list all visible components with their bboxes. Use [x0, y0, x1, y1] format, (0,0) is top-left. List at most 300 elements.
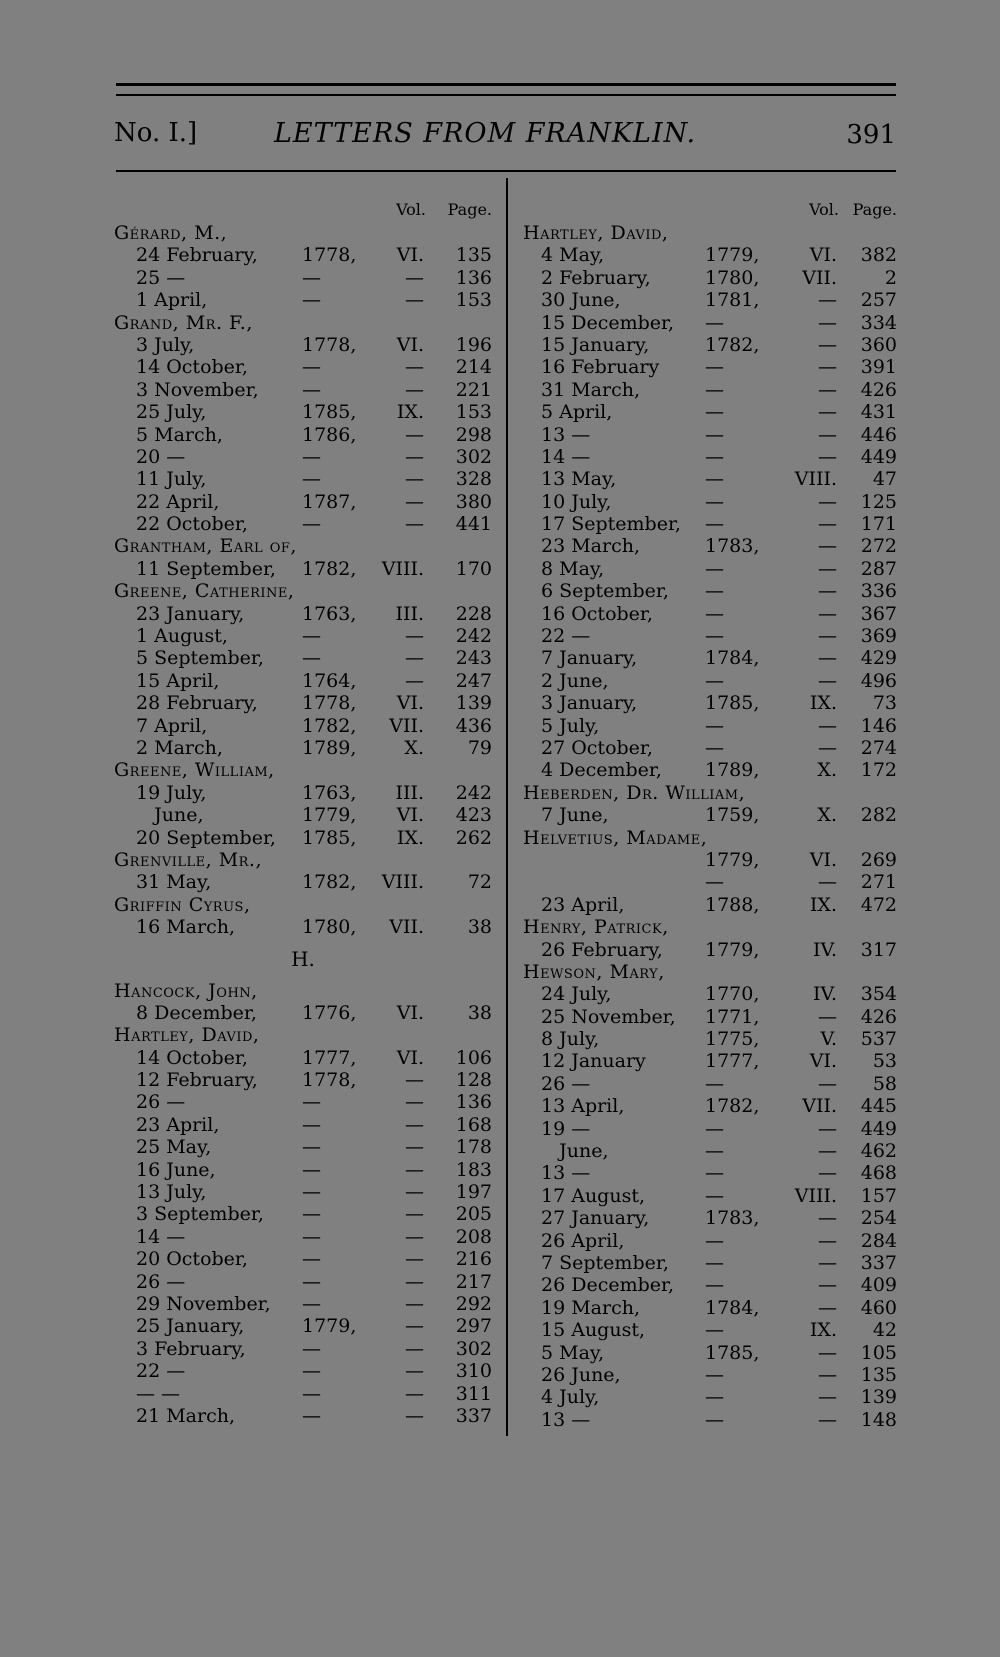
letter-entry: [114, 1091, 492, 1113]
page-reference: 183: [455, 1158, 492, 1181]
correspondent-name: Gérard, M.,: [114, 222, 228, 244]
letter-year: —: [705, 1274, 724, 1297]
letter-year: —: [705, 871, 724, 894]
letter-year: —: [705, 311, 724, 334]
letter-date: 5 April,: [541, 401, 613, 424]
letter-date: 23 April,: [541, 893, 625, 916]
page-reference: 292: [455, 1292, 492, 1315]
page-reference: 53: [872, 1050, 897, 1073]
letter-entry: [523, 1118, 897, 1140]
letter-year: —: [705, 580, 724, 603]
page-reference: 157: [860, 1184, 897, 1207]
letter-year: —: [705, 445, 724, 468]
section-heading: H.: [291, 946, 315, 971]
page-reference: 271: [860, 871, 897, 894]
letter-year: —: [705, 1229, 724, 1252]
letter-year: —: [705, 1140, 724, 1163]
letter-entry: [523, 312, 897, 334]
page-reference: 148: [860, 1408, 897, 1431]
letter-entry: [114, 804, 492, 826]
letter-date: 2 June,: [541, 669, 609, 692]
letter-entry: [114, 513, 492, 535]
page-reference: 391: [860, 356, 897, 379]
correspondent-heading: [523, 961, 897, 983]
correspondent-heading: [114, 580, 492, 602]
letter-year: —: [705, 356, 724, 379]
letter-date: 26 —: [136, 1091, 186, 1114]
letter-year: 1782,: [705, 1095, 760, 1118]
letter-entry: [114, 1069, 492, 1091]
volume-number: —: [818, 1162, 837, 1185]
letter-date: 30 June,: [541, 289, 621, 312]
volume-number: —: [405, 289, 424, 312]
letter-entry: [523, 871, 897, 893]
letter-entry: [523, 513, 897, 535]
letter-entry: [523, 939, 897, 961]
correspondent-heading: [523, 827, 897, 849]
page-reference: 58: [872, 1072, 897, 1095]
volume-number: —: [405, 647, 424, 670]
page-reference: 47: [872, 468, 897, 491]
letter-year: —: [302, 1337, 321, 1360]
letter-year: —: [302, 1113, 321, 1136]
volume-number: —: [818, 1072, 837, 1095]
page-reference: 136: [455, 266, 492, 289]
letter-year: 1784,: [705, 647, 760, 670]
letter-entry: [523, 1252, 897, 1274]
letter-year: —: [302, 468, 321, 491]
letter-year: 1775,: [705, 1028, 760, 1051]
letter-year: —: [705, 1251, 724, 1274]
page-reference: 221: [455, 378, 492, 401]
correspondent-name: Helvetius, Madame,: [523, 826, 708, 849]
letter-year: 1786,: [302, 423, 357, 446]
letter-entry: [523, 424, 897, 446]
letter-year: 1782,: [302, 871, 357, 894]
letter-entry: [523, 647, 897, 669]
letter-year: —: [302, 356, 321, 379]
letter-date: 17 August,: [541, 1184, 645, 1207]
correspondent-heading: [523, 782, 897, 804]
volume-number: —: [405, 1337, 424, 1360]
volume-number: —: [818, 625, 837, 648]
page-reference: 171: [860, 513, 897, 536]
page-reference: 287: [860, 557, 897, 580]
page-reference: 42: [872, 1319, 897, 1342]
page-reference: 135: [455, 244, 492, 267]
page-reference: 380: [455, 490, 492, 513]
letter-year: —: [705, 490, 724, 513]
letter-year: 1779,: [705, 938, 760, 961]
letter-year: —: [302, 513, 321, 536]
letter-date: 22 October,: [136, 513, 248, 536]
letter-date: 4 July,: [541, 1386, 600, 1409]
letter-date: 31 May,: [136, 871, 212, 894]
letter-entry: [114, 1203, 492, 1225]
letter-date: 24 February,: [136, 244, 258, 267]
letter-entry: [114, 1271, 492, 1293]
page-reference: 128: [455, 1069, 492, 1092]
letter-year: 1777,: [705, 1050, 760, 1073]
letter-year: —: [302, 1270, 321, 1293]
page-reference: 125: [860, 490, 897, 513]
volume-number: X.: [404, 736, 424, 759]
volume-number: —: [818, 1363, 837, 1386]
letter-date: 1 August,: [136, 625, 228, 648]
volume-number: —: [405, 1136, 424, 1159]
letter-entry: [114, 1047, 492, 1069]
page-reference: 254: [860, 1207, 897, 1230]
volume-number: —: [405, 1270, 424, 1293]
volume-number: —: [405, 625, 424, 648]
page-reference: 217: [455, 1270, 492, 1293]
letter-entry: [114, 334, 492, 356]
letter-year: 1781,: [705, 289, 760, 312]
letter-entry: [523, 1050, 897, 1072]
letter-date: 13 —: [541, 1408, 591, 1431]
letter-year: 1778,: [302, 1069, 357, 1092]
letter-entry: [523, 491, 897, 513]
page-reference: 208: [455, 1225, 492, 1248]
letter-date: 13 April,: [541, 1095, 625, 1118]
letter-date: 4 May,: [541, 244, 605, 267]
letter-year: 1779,: [705, 848, 760, 871]
letter-date: 13 July,: [136, 1181, 207, 1204]
volume-number: VIII.: [794, 468, 837, 491]
volume-number: —: [405, 1382, 424, 1405]
letter-entry: [114, 244, 492, 266]
letter-date: 3 July,: [136, 333, 195, 356]
letter-entry: [523, 1230, 897, 1252]
letter-year: 1782,: [302, 714, 357, 737]
letter-entry: [523, 603, 897, 625]
letter-date: 26 —: [541, 1072, 591, 1095]
letter-date: 15 April,: [136, 669, 220, 692]
letter-date: 2 March,: [136, 736, 223, 759]
letter-entry: [114, 289, 492, 311]
volume-number: IX.: [396, 826, 424, 849]
letter-year: 1789,: [705, 759, 760, 782]
letter-date: 15 December,: [541, 311, 675, 334]
page-reference: 272: [860, 535, 897, 558]
letter-date: 26 June,: [541, 1363, 621, 1386]
header-rule: [116, 170, 896, 172]
letter-year: 1778,: [302, 692, 357, 715]
letter-date: 21 March,: [136, 1404, 235, 1427]
correspondent-heading: [523, 222, 897, 244]
letter-year: 1785,: [302, 826, 357, 849]
page-reference: 284: [860, 1229, 897, 1252]
letter-entry: [523, 1319, 897, 1341]
volume-number: —: [818, 378, 837, 401]
page-reference: 228: [455, 602, 492, 625]
letter-entry: [523, 1409, 897, 1431]
page-reference: 2: [884, 266, 897, 289]
volume-number: —: [405, 1225, 424, 1248]
letter-entry: [523, 804, 897, 826]
page-reference: 168: [455, 1113, 492, 1136]
volume-number: —: [818, 1140, 837, 1163]
letter-entry: [523, 737, 897, 759]
letter-entry: [114, 1248, 492, 1270]
letter-year: 1779,: [705, 244, 760, 267]
letter-year: —: [302, 289, 321, 312]
volume-number: VI.: [809, 244, 837, 267]
volume-number: IX.: [396, 401, 424, 424]
correspondent-name: Grand, Mr. F.,: [114, 311, 253, 334]
correspondent-name: Greene, William,: [114, 759, 275, 782]
letter-entry: [523, 1162, 897, 1184]
letter-date: 25 November,: [541, 1005, 676, 1028]
letter-year: —: [302, 1292, 321, 1315]
letter-date: 11 September,: [136, 557, 276, 580]
page-reference: 139: [860, 1386, 897, 1409]
volume-number: VII.: [802, 1095, 837, 1118]
letter-date: 8 July,: [541, 1028, 600, 1051]
volume-number: VI.: [396, 804, 424, 827]
letter-year: 1784,: [705, 1296, 760, 1319]
volume-number: —: [405, 378, 424, 401]
volume-number: —: [818, 1207, 837, 1230]
page-reference: 298: [455, 423, 492, 446]
letter-year: 1783,: [705, 1207, 760, 1230]
page-reference: 274: [860, 736, 897, 759]
letter-date: 3 January,: [541, 692, 638, 715]
volume-number: —: [405, 266, 424, 289]
page-reference: 302: [455, 1337, 492, 1360]
letter-entry: [523, 446, 897, 468]
volume-number: —: [818, 1386, 837, 1409]
letter-entry: [114, 737, 492, 759]
letter-entry: [523, 983, 897, 1005]
letter-year: 1783,: [705, 535, 760, 558]
page-reference: 409: [860, 1274, 897, 1297]
column-header-right: [523, 196, 897, 222]
letter-date: 16 February: [541, 356, 660, 379]
page-reference: 170: [455, 557, 492, 580]
page-reference: 178: [455, 1136, 492, 1159]
letter-year: 1763,: [302, 781, 357, 804]
letter-date: 10 July,: [541, 490, 612, 513]
page-number: 391: [846, 120, 896, 150]
letter-year: 1785,: [705, 692, 760, 715]
letter-entry: [523, 580, 897, 602]
page-reference: 360: [860, 333, 897, 356]
letter-entry: [523, 334, 897, 356]
letter-entry: [523, 1364, 897, 1386]
letter-entry: [523, 401, 897, 423]
letter-year: —: [302, 1181, 321, 1204]
volume-number: —: [405, 445, 424, 468]
page-reference: 302: [455, 445, 492, 468]
letter-year: 1763,: [302, 602, 357, 625]
letter-year: —: [302, 1404, 321, 1427]
volume-number: VI.: [396, 692, 424, 715]
letter-date: 31 March,: [541, 378, 640, 401]
volume-number: —: [818, 535, 837, 558]
volume-number: IV.: [813, 983, 837, 1006]
page-header: Page.: [852, 200, 897, 219]
letter-date: June,: [136, 804, 204, 827]
correspondent-name: Greene, Catherine,: [114, 580, 295, 603]
volume-number: —: [405, 356, 424, 379]
letter-year: 1776,: [302, 1001, 357, 1024]
letter-date: 22 April,: [136, 490, 220, 513]
page-reference: 269: [860, 848, 897, 871]
volume-number: —: [818, 333, 837, 356]
letter-entry: [523, 1073, 897, 1095]
letter-year: 1778,: [302, 333, 357, 356]
letter-year: 1789,: [302, 736, 357, 759]
letter-year: —: [302, 1225, 321, 1248]
page-reference: 242: [455, 625, 492, 648]
letter-date: 14 —: [541, 445, 591, 468]
letter-date: June,: [541, 1140, 609, 1163]
letter-entry: [523, 267, 897, 289]
letter-year: —: [705, 1072, 724, 1095]
letter-entry: [114, 1226, 492, 1248]
letter-year: —: [302, 445, 321, 468]
letter-entry: [114, 1405, 492, 1427]
letter-year: 1782,: [302, 557, 357, 580]
letter-date: 17 September,: [541, 513, 681, 536]
letter-entry: [523, 1006, 897, 1028]
letter-date: 4 December,: [541, 759, 662, 782]
volume-number: IX.: [809, 1319, 837, 1342]
volume-number: —: [818, 513, 837, 536]
volume-number: —: [818, 714, 837, 737]
letter-date: 7 September,: [541, 1251, 669, 1274]
index-rows-right: [523, 222, 897, 1431]
correspondent-name: Hewson, Mary,: [523, 960, 665, 983]
letter-entry: [523, 1386, 897, 1408]
volume-number: —: [818, 871, 837, 894]
volume-number: VIII.: [381, 557, 424, 580]
volume-number: VI.: [809, 848, 837, 871]
letter-entry: [114, 603, 492, 625]
letter-date: 14 —: [136, 1225, 186, 1248]
volume-number: —: [818, 490, 837, 513]
volume-number: —: [818, 1274, 837, 1297]
letter-entry: [114, 647, 492, 669]
page-reference: 449: [860, 1117, 897, 1140]
letter-year: —: [705, 401, 724, 424]
correspondent-name: Heberden, Dr. William,: [523, 781, 746, 804]
volume-number: —: [405, 1181, 424, 1204]
volume-number: VI.: [396, 244, 424, 267]
volume-number: VII.: [389, 714, 424, 737]
letter-entry: [523, 1095, 897, 1117]
page-reference: 317: [860, 938, 897, 961]
correspondent-heading: [114, 222, 492, 244]
letter-date: 22 —: [541, 625, 591, 648]
letter-date: 16 June,: [136, 1158, 216, 1181]
volume-number: —: [405, 513, 424, 536]
letter-entry: [114, 356, 492, 378]
letter-date: 23 March,: [541, 535, 640, 558]
page-reference: 472: [860, 893, 897, 916]
volume-number: —: [818, 557, 837, 580]
letter-date: 27 January,: [541, 1207, 650, 1230]
running-header: [114, 118, 896, 158]
letter-year: —: [705, 1117, 724, 1140]
page-reference: 214: [455, 356, 492, 379]
letter-date: 27 October,: [541, 736, 653, 759]
letter-entry: [523, 1140, 897, 1162]
letter-entry: [114, 1360, 492, 1382]
index-rows-left: [114, 222, 492, 1427]
letter-year: —: [705, 736, 724, 759]
letter-date: 5 May,: [541, 1341, 605, 1364]
letter-year: —: [705, 1408, 724, 1431]
letter-entry: [114, 1002, 492, 1024]
letter-entry: [114, 1315, 492, 1337]
letter-entry: [114, 558, 492, 580]
letter-year: —: [302, 1360, 321, 1383]
letter-date: 3 February,: [136, 1337, 246, 1360]
letter-year: —: [705, 669, 724, 692]
letter-entry: [114, 401, 492, 423]
letter-year: —: [705, 1386, 724, 1409]
volume-number: —: [818, 1251, 837, 1274]
letter-year: 1779,: [302, 804, 357, 827]
volume-number: V.: [820, 1028, 837, 1051]
page-reference: 337: [860, 1251, 897, 1274]
letter-date: 13 May,: [541, 468, 617, 491]
letter-year: 1782,: [705, 333, 760, 356]
volume-number: —: [818, 1117, 837, 1140]
letter-date: 23 January,: [136, 602, 245, 625]
page-reference: 105: [860, 1341, 897, 1364]
letter-year: 1785,: [705, 1341, 760, 1364]
page-reference: 423: [455, 804, 492, 827]
letter-date: 19 March,: [541, 1296, 640, 1319]
letter-entry: [523, 715, 897, 737]
letter-year: 1780,: [302, 916, 357, 939]
volume-number: —: [405, 1404, 424, 1427]
letter-year: 1788,: [705, 893, 760, 916]
page-reference: 172: [860, 759, 897, 782]
section-letter: [114, 939, 492, 980]
letter-date: 1 April,: [136, 289, 208, 312]
volume-number: —: [818, 289, 837, 312]
letter-entry: [114, 1383, 492, 1405]
correspondent-heading: [114, 980, 492, 1002]
letter-date: 3 September,: [136, 1203, 264, 1226]
letter-entry: [114, 267, 492, 289]
letter-date: 3 November,: [136, 378, 259, 401]
letter-year: 1787,: [302, 490, 357, 513]
correspondent-heading: [114, 1024, 492, 1046]
page-reference: 337: [455, 1404, 492, 1427]
letter-date: 8 December,: [136, 1001, 257, 1024]
page-reference: 311: [455, 1382, 492, 1405]
letter-entry: [523, 625, 897, 647]
letter-year: 1777,: [302, 1046, 357, 1069]
letter-year: —: [705, 714, 724, 737]
letter-entry: [523, 535, 897, 557]
volume-number: III.: [395, 781, 424, 804]
page-reference: 468: [860, 1162, 897, 1185]
page-reference: 282: [860, 804, 897, 827]
letter-date: 25 —: [136, 266, 186, 289]
volume-number: —: [818, 423, 837, 446]
letter-year: —: [302, 266, 321, 289]
correspondent-heading: [114, 535, 492, 557]
letter-date: 24 July,: [541, 983, 612, 1006]
volume-number: —: [818, 1341, 837, 1364]
letter-year: —: [705, 468, 724, 491]
